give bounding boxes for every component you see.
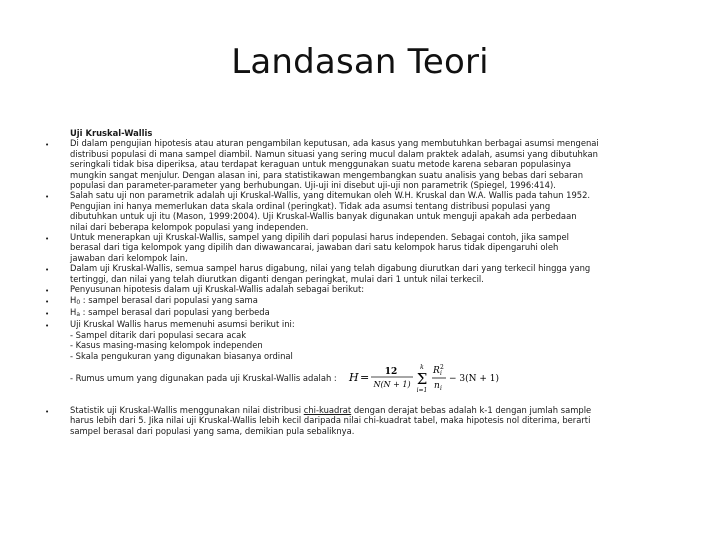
formula-r-sub: i xyxy=(439,369,442,377)
assumption-line: - Sampel ditarik dari populasi secara acak xyxy=(70,329,247,340)
text-line: berasal dari tiga kelompok yang dipilih dan diwawancarai, jawaban dari satu kelompok harus tidak dipengaruhi oleh xyxy=(70,242,559,253)
text-line: tertinggi, dan nilai yang telah diurutkan diganti dengan peringkat, mulai dari 1 untuk nilai terkecil. xyxy=(70,273,484,284)
bullet-icon: • xyxy=(45,287,50,296)
formula-equals: = xyxy=(359,370,369,384)
sum-lower: i=1 xyxy=(416,386,428,394)
hypothesis-null xyxy=(70,295,682,307)
bullet-icon: • xyxy=(45,193,50,202)
text-line: nilai dari beberapa kelompok populasi yang independen. xyxy=(70,221,309,232)
text-line: harus lebih dari 5. Jika nilai uji Kruskal-Wallis lebih kecil daripada nilai chi-kuadrat tabel, maka hipotesis nol diterima, berarti xyxy=(70,415,591,426)
text-line: Penyusunan hipotesis dalam uji Kruskal-Wallis adalah sebagai berikut: xyxy=(70,284,365,295)
chi-kuadrat-link[interactable]: chi-kuadrat xyxy=(303,404,352,415)
bullet-item-8 xyxy=(45,319,682,395)
bullet-icon: • xyxy=(45,309,50,318)
formula-tail: − 3(N + 1) xyxy=(448,373,499,384)
formula-label: - Rumus umum yang digunakan pada uji Kruskal-Wallis adalah : xyxy=(70,372,337,383)
slide-title: Landasan Teori xyxy=(231,42,489,82)
text-line: mungkin sangat menjulur. Dengan alasan ini, para statistikawan mengembangkan suatu analisis yang bebas dari sebaran xyxy=(70,169,583,180)
h-subscript: 0 xyxy=(76,298,81,306)
bullet-icon: • xyxy=(45,407,50,416)
sum-upper: k xyxy=(419,363,424,371)
formula-denominator: N(N + 1) xyxy=(373,379,411,389)
formula-line xyxy=(70,361,682,395)
text-line: Pengujian ini hanya memerlukan data skala ordinal (peringkat). Tidak ada asumsi tentang distribusi populasi yang xyxy=(70,200,551,211)
text-line xyxy=(70,405,682,415)
text-line: distribusi populasi di mana sampel diambil. Namun situasi yang sering mucul dalam praktek adalah, asumsi yang dibutuhkan xyxy=(70,148,598,159)
text-line: Dalam uji Kruskal-Wallis, semua sampel harus digabung, nilai yang telah digabung diurutkan dari yang terkecil hingga yang xyxy=(70,263,591,274)
text-line: Salah satu uji non parametrik adalah uji Kruskal-Wallis, yang ditemukan oleh W.H. Kruskal dan W.A. Wallis pada tahun 1952. xyxy=(70,190,591,201)
section-heading: Uji Kruskal-Wallis xyxy=(70,128,153,138)
text-line: populasi dan parameter-parameter yang berhubungan. Uji-uji ini disebut uji-uji non parametrik (Spiegel, 1996:414). xyxy=(70,180,556,191)
text-line: sampel berasal dari populasi yang sama, demikian pula sebaliknya. xyxy=(70,425,355,436)
text-line: Untuk menerapkan uji Kruskal-Wallis, sampel yang dipilih dari populasi harus independen. Sebagai contoh, jika sampel xyxy=(70,232,570,243)
formula-lhs: H xyxy=(348,370,359,384)
text-segment: dengan derajat bebas adalah k-1 dengan jumlah sample xyxy=(351,404,592,415)
text-line: seringkali tidak bisa diperiksa, atau terdapat keraguan untuk menggunakan suatu metode karena sebaran populasinya xyxy=(70,159,571,170)
bullet-item-2 xyxy=(45,190,682,232)
text-line: dibutuhkan untuk uji itu (Mason, 1999:2004). Uji Kruskal-Wallis banyak digunakan untuk menguji apakah ada perbedaan xyxy=(70,211,577,222)
h-label: H xyxy=(70,294,77,305)
hypothesis-text: : sampel berasal dari populasi yang berbeda xyxy=(80,306,270,317)
formula-r: R xyxy=(432,365,440,376)
hypothesis-alt xyxy=(70,307,682,319)
h-label: H xyxy=(70,306,77,317)
slide-body xyxy=(45,128,682,436)
bullet-item-h0 xyxy=(45,294,682,307)
formula-numerator: 12 xyxy=(384,366,398,377)
text-line: Di dalam pengujian hipotesis atau aturan pengambilan keputusan, ada kasus yang membutuhkan berbagai asumsi mengenai xyxy=(70,138,599,149)
h-subscript: a xyxy=(76,310,80,318)
bullet-icon: • xyxy=(45,297,50,306)
assumption-line: - Skala pengukuran yang digunakan biasanya ordinal xyxy=(70,350,293,361)
bullet-item-9 xyxy=(45,404,682,436)
bullet-icon: • xyxy=(45,141,50,150)
bullet-icon: • xyxy=(45,266,50,275)
text-segment: Statistik uji Kruskal-Wallis menggunakan nilai distribusi xyxy=(70,404,304,415)
assumption-line: - Kasus masing-masing kelompok independen xyxy=(70,340,263,351)
formula-r-sup: 2 xyxy=(439,363,444,371)
bullet-icon: • xyxy=(45,235,50,244)
bullet-item-5 xyxy=(45,284,682,296)
bullet-item-1 xyxy=(45,138,682,191)
kruskal-wallis-formula xyxy=(347,361,507,395)
text-line: Uji Kruskal Wallis harus memenuhi asumsi berikut ini: xyxy=(70,319,295,330)
formula-n-sub: i xyxy=(439,384,442,392)
bullet-icon: • xyxy=(45,322,50,331)
text-line: jawaban dari kelompok lain. xyxy=(70,252,188,263)
bullet-item-4 xyxy=(45,263,682,284)
bullet-item-3 xyxy=(45,232,682,263)
sum-sign: Σ xyxy=(416,369,428,388)
bullet-item-ha xyxy=(45,306,682,319)
hypothesis-text: : sampel berasal dari populasi yang sama xyxy=(80,294,258,305)
formula-n: n xyxy=(433,380,440,391)
